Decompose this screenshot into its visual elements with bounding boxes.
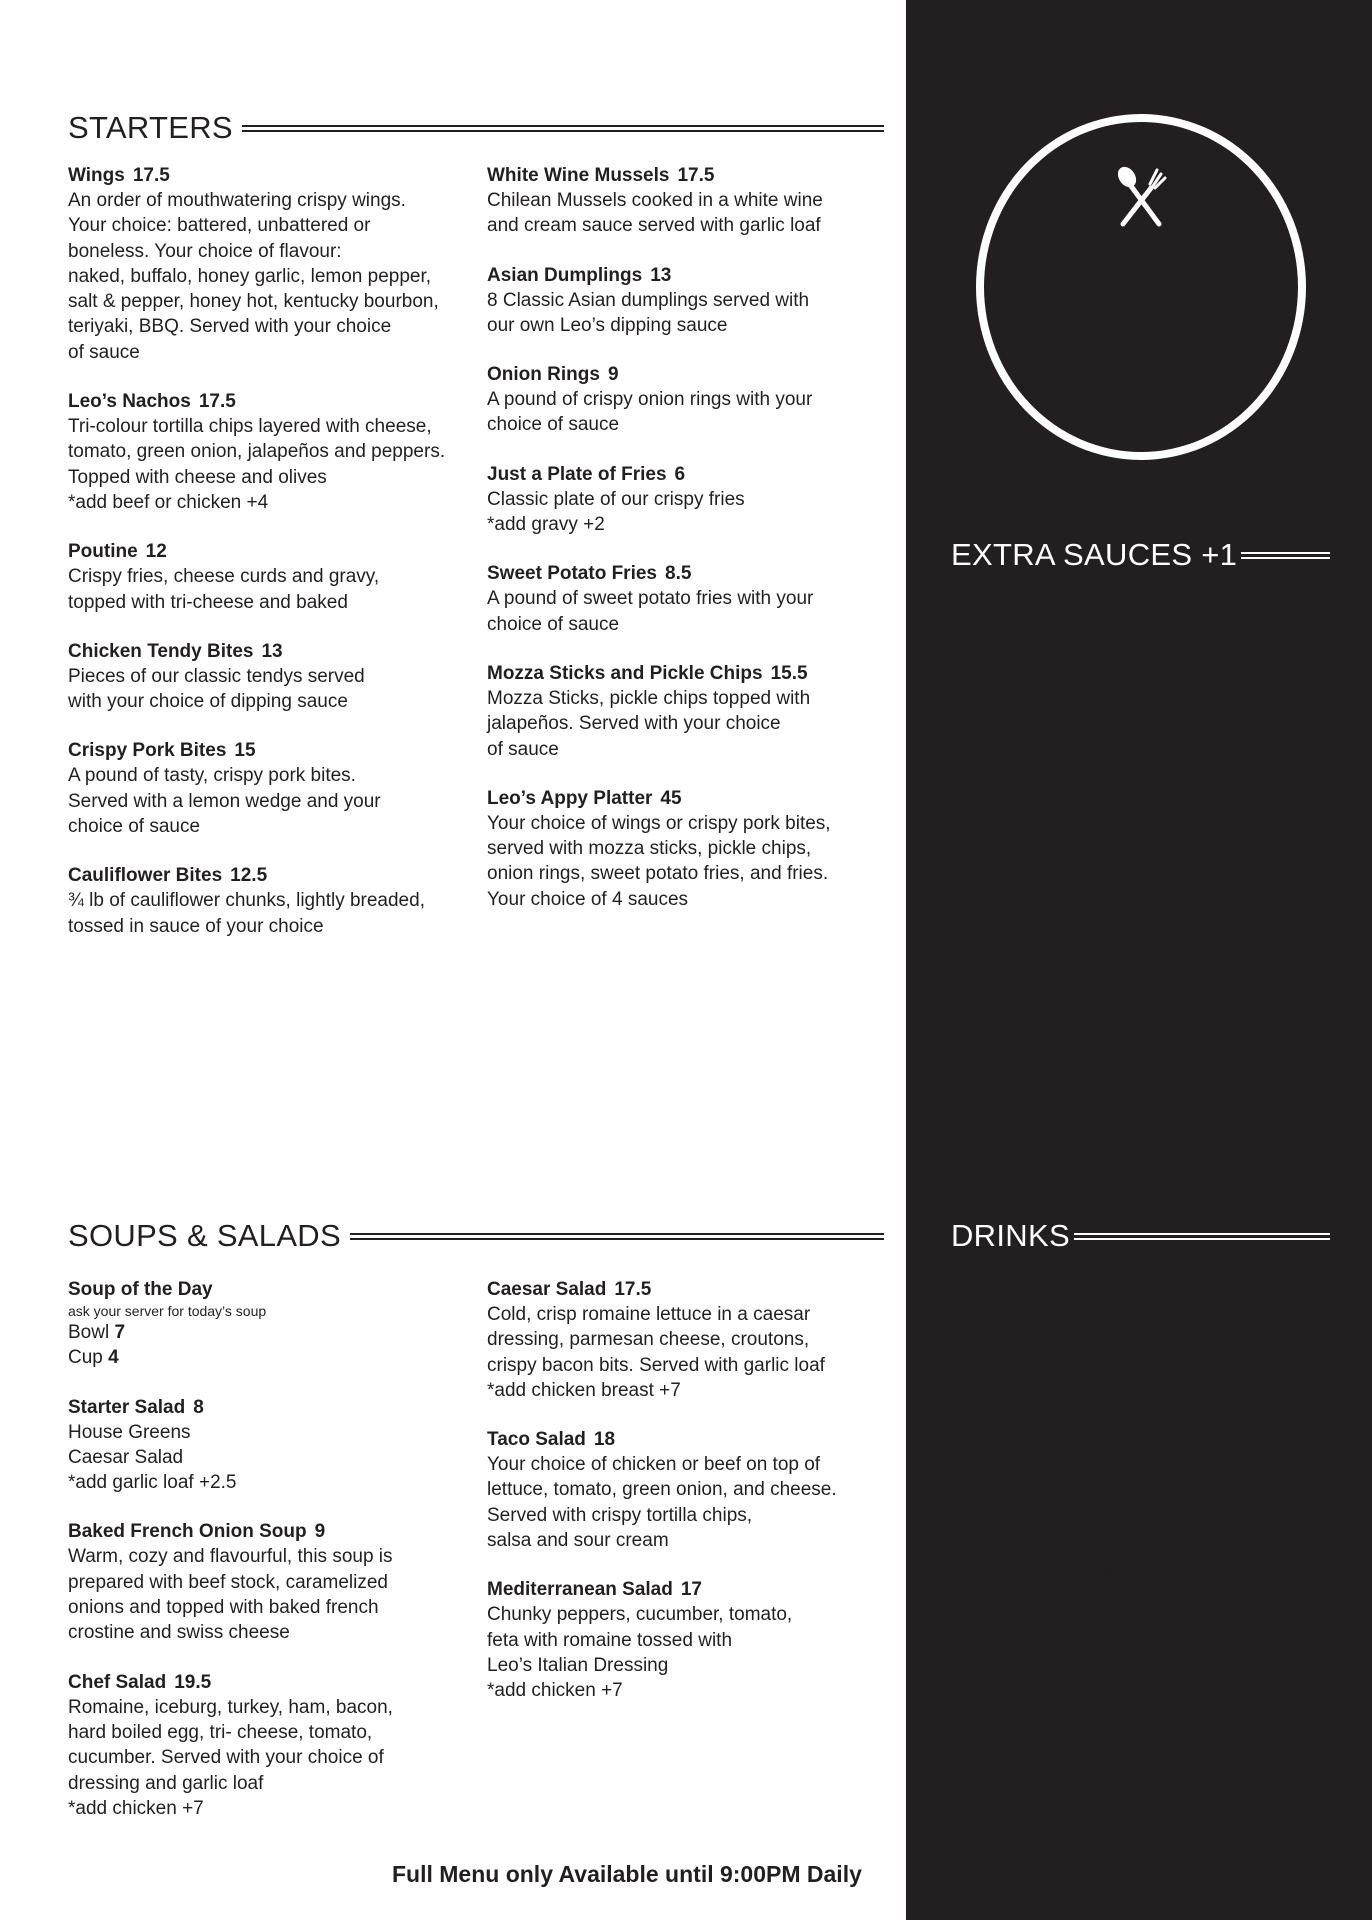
sauces-header	[951, 539, 1330, 570]
menu-item-chef-salad	[68, 1670, 478, 1821]
starters-header	[68, 112, 884, 143]
item-description: Crispy fries, cheese curds and gravy, topped with tri-cheese and baked	[68, 566, 380, 613]
cup-price: 4	[108, 1347, 119, 1369]
item-note: ask your server for today’s soup	[68, 1303, 267, 1319]
list-item: Honey Mustard	[951, 785, 1080, 807]
bowl-price: 7	[114, 1322, 126, 1343]
list-item: Teriyaki	[951, 642, 1016, 664]
item-price: 12	[145, 541, 167, 563]
cup-label: Cup	[68, 1347, 103, 1369]
wine-section	[951, 1452, 1331, 1588]
menu-item-soup-of-the-day	[68, 1277, 478, 1371]
drink-price: 9	[1068, 1741, 1079, 1762]
beer-section	[951, 1278, 1331, 1436]
menu-item-fries	[487, 462, 897, 538]
item-description: Your choice of wings or crispy pork bites, served with mozza sticks, pickle chips, onion rings, sweet potato fries, and fries. Your choice of 4 sauces	[487, 812, 831, 910]
cup-row	[68, 1345, 478, 1370]
item-price: 17.5	[614, 1279, 652, 1300]
list-item: Ranch	[951, 842, 1006, 864]
list-item: Tartar	[951, 727, 1000, 749]
drink-price: 11	[1120, 1496, 1141, 1517]
sauce-list	[951, 582, 1152, 1182]
menu-item-pork-bites	[68, 738, 478, 839]
drink-price: 9	[1069, 1496, 1080, 1517]
soups-left-column	[68, 1277, 478, 1845]
drink-price: 9	[1079, 1560, 1090, 1581]
drink-size: 19oz	[998, 1326, 1031, 1343]
drink-name: Bottled Beer Domestic	[951, 1376, 1150, 1397]
item-description: Pieces of our classic tendys served with your choice of dipping sauce	[68, 665, 365, 713]
menu-item-mozza-sticks	[487, 661, 897, 762]
menu-item-tendy-bites	[68, 639, 478, 715]
menu-item-wings	[68, 163, 478, 365]
list-item: Sour Cream	[951, 1156, 1054, 1178]
menu-item-taco-salad	[487, 1427, 897, 1553]
starters-title: STARTERS	[68, 110, 233, 145]
starters-rule	[242, 125, 884, 132]
item-name: Soup of the Day	[68, 1279, 213, 1300]
item-price: 17.5	[198, 391, 236, 413]
menu-item-cauliflower-bites	[68, 863, 478, 939]
item-price: 9	[314, 1521, 326, 1543]
fork-and-spoon-icon	[1115, 164, 1167, 228]
item-name: Chef Salad	[68, 1671, 167, 1693]
item-description: A pound of sweet potato fries with your choice of sauce	[487, 588, 814, 635]
drink-name: High Balls	[951, 1678, 1042, 1699]
item-price: 13	[650, 264, 672, 286]
menu-item-onion-rings	[487, 362, 897, 438]
high-balls-row	[951, 1674, 1086, 1706]
list-item: Honey Hot	[951, 956, 1041, 978]
drinks-list	[951, 1278, 1331, 1588]
list-item: Salsa	[951, 1071, 999, 1093]
item-name: Wings	[68, 165, 125, 186]
imported-beer-row	[951, 1404, 1331, 1436]
list-item: Thousand Island	[951, 756, 1092, 778]
drink-size: 9oz	[1101, 1564, 1126, 1581]
item-name: Asian Dumplings	[487, 264, 643, 286]
item-price: 17	[680, 1579, 702, 1601]
item-name: Mozza Sticks and Pickle Chips	[487, 662, 763, 684]
soups-right-column	[487, 1277, 897, 1728]
item-price: 8	[193, 1396, 204, 1418]
list-item: Garlic Mayo	[951, 613, 1053, 635]
list-item: Chipotle	[951, 670, 1021, 692]
item-description: Warm, cozy and flavourful, this soup is prepared with beef stock, caramelized onions and topped with baked french crostine and swiss cheese	[68, 1546, 393, 1644]
item-name: Onion Rings	[487, 364, 600, 386]
item-name: Baked French Onion Soup	[68, 1521, 307, 1543]
starters-left-column	[68, 163, 478, 963]
soups-header	[68, 1220, 884, 1251]
drink-size: 6oz	[1049, 1564, 1074, 1581]
soups-rule	[350, 1233, 884, 1240]
menu-item-french-onion-soup	[68, 1519, 478, 1645]
drink-price: 6	[1200, 1376, 1211, 1397]
drink-size: 341ml	[1153, 1380, 1195, 1397]
item-description: Mozza Sticks, pickle chips topped with jalapeños. Served with your choice of sauce	[487, 687, 811, 760]
draft-note: ask you server for the current rotation	[951, 1349, 1201, 1366]
bowl-row	[68, 1320, 478, 1345]
white-wine-row	[951, 1524, 1331, 1556]
red-wine-row	[951, 1492, 1331, 1524]
menu-item-starter-salad	[68, 1395, 478, 1496]
item-description: House Greens Caesar Salad *add garlic loaf +2.5	[68, 1421, 237, 1494]
drinks-title: DRINKS	[951, 1218, 1070, 1253]
sauces-rule	[1241, 552, 1330, 559]
restaurant-name: LEO'S KITCHEN +BAR	[1058, 268, 1224, 384]
item-description: ¾ lb of cauliflower chunks, lightly breaded, tossed in sauce of your choice	[68, 890, 425, 937]
item-name: Chicken Tendy Bites	[68, 640, 254, 662]
list-item: Sweet BBQ	[951, 928, 1050, 950]
item-name: Caesar Salad	[487, 1279, 607, 1300]
menu-item-mussels	[487, 163, 897, 239]
item-name: Leo’s Nachos	[68, 391, 191, 413]
soups-title: SOUPS & SALADS	[68, 1218, 341, 1253]
list-item: Leo’s Sauce	[951, 585, 1056, 606]
drink-size: 1oz	[1037, 1745, 1063, 1762]
item-price: 8.5	[665, 563, 692, 585]
menu-item-poutine	[68, 539, 478, 615]
item-description: A pound of crispy onion rings with your choice of sauce	[487, 389, 813, 436]
drink-size: 9oz	[1090, 1500, 1115, 1517]
drink-price: 7	[1075, 1678, 1086, 1699]
domestic-beer-row	[951, 1372, 1331, 1404]
item-name: Crispy Pork Bites	[68, 740, 227, 762]
drink-name: Draft	[951, 1322, 995, 1343]
item-name: Cauliflower Bites	[68, 865, 223, 887]
item-price: 15.5	[770, 662, 808, 684]
bowl-label: Bowl	[68, 1322, 110, 1343]
item-description: Classic plate of our crispy fries *add gravy +2	[487, 488, 745, 536]
drink-size: 330ml	[1149, 1412, 1191, 1429]
menu-item-dumplings	[487, 263, 897, 339]
menu-item-nachos	[68, 389, 478, 515]
drinks-header	[951, 1220, 1330, 1251]
list-item: Hot Sauce	[951, 699, 1040, 721]
sauces-title: EXTRA SAUCES +1	[951, 537, 1238, 572]
drink-size: 9oz	[1106, 1532, 1131, 1549]
item-name: White Wine Mussels	[487, 165, 670, 186]
item-name: Poutine	[68, 541, 138, 563]
list-item: BBQ	[951, 870, 992, 892]
restaurant-subtitle: PUBLIC HOUSE	[1082, 409, 1200, 424]
separator: |	[1098, 1528, 1104, 1549]
list-item: Yellow Mustard	[951, 813, 1080, 835]
item-name: Just a Plate of Fries	[487, 463, 667, 485]
item-name: Starter Salad	[68, 1396, 186, 1418]
cocktails-row	[951, 1611, 1086, 1643]
list-item: Caesar	[951, 1128, 1013, 1150]
drink-name: White Wine	[951, 1528, 1051, 1549]
list-item: Kentucky Bourbon BBQ	[951, 899, 1152, 921]
drink-size: 1oz	[1037, 1619, 1062, 1636]
beer-heading: BEER	[951, 1280, 1032, 1312]
item-description: A pound of tasty, crispy pork bites. Served with a lemon wedge and your choice of sauce	[68, 765, 381, 838]
item-name: Leo’s Appy Platter	[487, 787, 653, 809]
menu-item-appy-platter	[487, 786, 897, 912]
drink-name: Bottled Beer Imported	[951, 1408, 1146, 1429]
item-price: 19.5	[174, 1671, 212, 1693]
drink-name: Cocktails	[951, 1615, 1034, 1636]
menu-item-mediterranean-salad	[487, 1577, 897, 1703]
separator: |	[1082, 1496, 1088, 1517]
drink-size: 6oz	[1039, 1500, 1064, 1517]
menu-item-sweet-potato-fries	[487, 561, 897, 637]
menu-item-caesar-salad	[487, 1277, 897, 1403]
item-price: 17.5	[677, 165, 715, 186]
drink-size: 1oz	[1045, 1682, 1070, 1699]
item-price: 18	[593, 1429, 616, 1451]
drink-price: 11	[1131, 1560, 1151, 1581]
draft-row	[951, 1318, 1331, 1350]
item-description: An order of mouthwatering crispy wings. Your choice: battered, unbattered or boneless. Your choice of flavour: naked, buffalo, honey garlic, lemon pepper, salt & pepper, honey hot, kentucky bourbon, teriyaki, BBQ. Served with your choice of sauce	[68, 190, 439, 363]
drink-name: Top Shelf	[951, 1741, 1034, 1762]
drink-size: 6oz	[1054, 1532, 1079, 1549]
item-name: Sweet Potato Fries	[487, 563, 657, 585]
item-description: Your choice of chicken or beef on top of lettuce, tomato, green onion, and cheese. Served with crispy tortilla chips, salsa and sour cream	[487, 1454, 837, 1552]
separator: |	[1092, 1560, 1099, 1581]
list-item: Lemon Pepper	[951, 1042, 1076, 1064]
drink-price: 7	[1067, 1615, 1078, 1636]
top-shelf-row	[951, 1737, 1086, 1769]
item-name: Mediterranean Salad	[487, 1579, 673, 1601]
drink-name: Red Wine	[951, 1496, 1036, 1517]
list-item: Plum	[951, 985, 995, 1007]
item-name: Taco Salad	[487, 1429, 586, 1451]
starters-right-column	[487, 163, 897, 936]
item-description: Cold, crisp romaine lettuce in a caesar dressing, parmesan cheese, croutons, crispy bacon bits. Served with garlic loaf *add chicken breast +7	[487, 1304, 825, 1401]
item-description: 8 Classic Asian dumplings served with our own Leo’s dipping sauce	[487, 289, 810, 336]
drink-price: 9	[1084, 1528, 1096, 1549]
restaurant-logo	[976, 114, 1306, 460]
item-description: Romaine, iceburg, turkey, ham, bacon, hard boiled egg, tri- cheese, tomato, cucumber. Served with your choice of dressing and garlic loaf *add chicken +7	[68, 1696, 393, 1819]
footer-availability-note: Full Menu only Available until 9:00PM Daily	[392, 1861, 862, 1887]
drink-price: 7.5	[1196, 1408, 1222, 1429]
list-item: Italian	[951, 1099, 1002, 1121]
list-item: Salt & Pepper	[951, 1013, 1069, 1035]
item-description: Tri-colour tortilla chips layered with cheese, tomato, green onion, jalapeños and peppers. Topped with cheese and olives *add beef or chicken +4	[68, 416, 446, 513]
drink-price: 8	[1036, 1322, 1047, 1343]
item-price: 9	[607, 364, 619, 386]
drink-name: Rosé Wine	[951, 1560, 1046, 1581]
item-price: 17.5	[132, 165, 170, 186]
item-description: Chilean Mussels cooked in a white wine and cream sauce served with garlic loaf	[487, 190, 823, 237]
item-description: Chunky peppers, cucumber, tomato, feta with romaine tossed with Leo’s Italian Dressing *add chicken +7	[487, 1604, 793, 1702]
drink-price: 11	[1136, 1528, 1156, 1549]
item-price: 15	[234, 740, 256, 762]
item-price: 12.5	[230, 865, 268, 887]
rose-wine-row	[951, 1556, 1331, 1588]
item-price: 45	[660, 787, 682, 809]
item-price: 13	[261, 640, 283, 662]
wine-heading: WINE	[951, 1454, 1027, 1486]
item-price: 6	[674, 463, 686, 485]
spirits-list	[951, 1611, 1086, 1800]
drinks-rule	[1074, 1233, 1330, 1240]
